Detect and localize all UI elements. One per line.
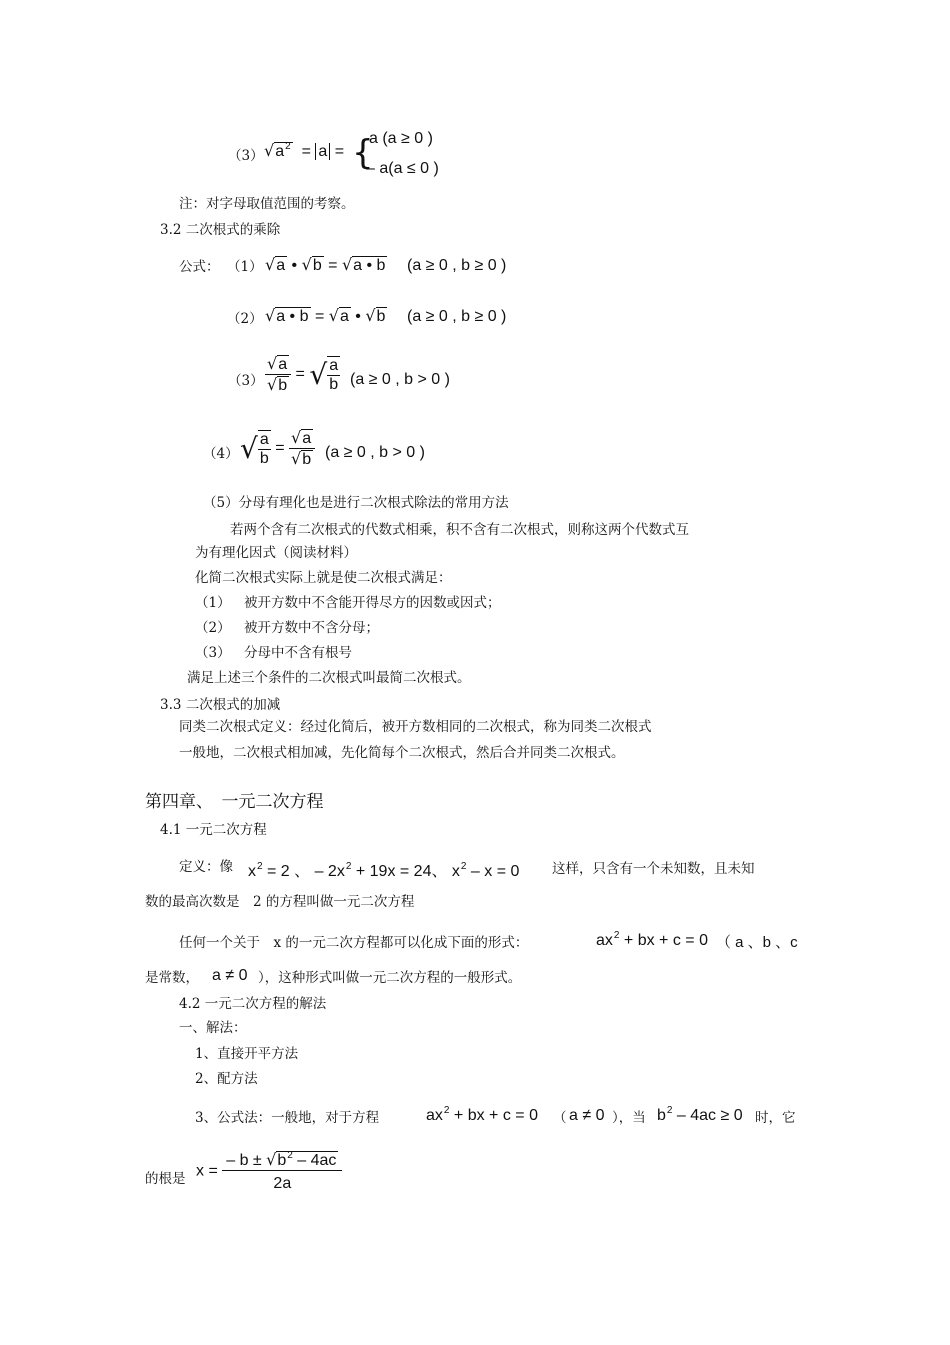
formula-1: √a • √b = √a • b: [265, 255, 386, 274]
nonzero-condition: a ≠ 0: [569, 1107, 605, 1124]
condition-1-label: （1）: [195, 595, 231, 611]
paragraph-line: 数的最高次数是 2 的方程叫做一元二次方程: [145, 894, 415, 910]
case-brace: {: [352, 133, 374, 173]
formula-label: 公式：: [179, 259, 220, 275]
paragraph-line: 任何一个关于 x 的一元二次方程都可以化成下面的形式：: [179, 935, 529, 951]
quadratic-formula: x = $\frac{- b \pm √b^2 - 4ac}{2a}$: [196, 1150, 342, 1193]
section-heading: 3.3 二次根式的加减: [160, 697, 281, 713]
paragraph-line: （ a 、b 、c: [716, 934, 798, 951]
formula-3-label: （3）: [228, 373, 264, 389]
formula-3: $\frac{√a}{√b}$ = √ $\frac{a}{b}$: [267, 354, 339, 394]
nonzero-condition: a ≠ 0: [212, 967, 248, 984]
method-2: 2、配方法: [195, 1071, 258, 1087]
abs-value-formula: $√a^2 = a$ =: [264, 141, 345, 160]
case-positive: a (a ≥ 0 ): [369, 130, 433, 147]
condition-3: 分母中不含有根号: [244, 645, 352, 661]
case-negative: – a(a ≤ 0 ): [366, 160, 439, 177]
paragraph-line: ），当: [612, 1110, 646, 1126]
discriminant-condition: $b^2 - 4ac \ge 0$: [657, 1105, 743, 1124]
condition-3-label: （3）: [195, 645, 231, 661]
example-equations: $x^2 = 2$ 、 – $2x^2 + 19x = 24$、 $x^2 - x = 0$: [248, 861, 520, 880]
item-5: （5）分母有理化也是进行二次根式除法的常用方法: [203, 495, 509, 511]
formula-4-label: （4）: [203, 446, 239, 462]
definition-label: 定义：像: [179, 859, 233, 875]
roots-label: 的根是: [145, 1171, 186, 1187]
note: 注：对字母取值范围的考察。: [179, 196, 355, 212]
formula-2-label: （2）: [227, 311, 263, 327]
section-heading: 4.2 一元二次方程的解法: [179, 996, 327, 1012]
paragraph-line: 若两个含有二次根式的代数式相乘，积不含有二次根式，则称这两个代数式互: [230, 522, 689, 538]
general-form-equation: $ax^2$ + bx + c = 0: [596, 930, 708, 949]
section-heading: 4.1 一元二次方程: [160, 822, 267, 838]
method-1: 1、直接开平方法: [195, 1046, 299, 1062]
formula-1-label: （1）: [227, 259, 263, 275]
methods-label: 一、解法：: [179, 1020, 247, 1036]
paragraph-line: 一般地，二次根式相加减，先化简每个二次根式，然后合并同类二次根式。: [179, 745, 625, 761]
quadratic-equation: $ax^2$ + bx + c = 0: [426, 1105, 538, 1124]
formula-4: √ $\frac{a}{b}$ = $\frac{√a}{√b}$: [240, 428, 315, 469]
paragraph-line: 同类二次根式定义：经过化简后，被开方数相同的二次根式，称为同类二次根式: [179, 719, 652, 735]
paragraph-line: 时，它: [755, 1110, 796, 1126]
condition-2-label: （2）: [195, 620, 231, 636]
formula-3-condition: (a ≥ 0 , b > 0 ): [350, 371, 450, 388]
formula-4-condition: (a ≥ 0 , b > 0 ): [325, 444, 425, 461]
condition-1: 被开方数中不含能开得尽方的因数或因式；: [244, 595, 501, 611]
section-heading: 3.2 二次根式的乘除: [160, 222, 281, 238]
item-label: （3）: [228, 148, 264, 164]
formula-2: √a • b = √a • √b: [265, 306, 386, 325]
paragraph-line: 这样，只含有一个未知数，且未知: [552, 861, 755, 877]
paragraph-line: 为有理化因式（阅读材料）: [195, 545, 357, 561]
paragraph-line: （: [553, 1110, 567, 1126]
method-3: 3、公式法：一般地，对于方程: [195, 1110, 380, 1126]
chapter-title: 第四章、 一元二次方程: [145, 792, 324, 812]
paragraph-line: ），这种形式叫做一元二次方程的一般形式。: [258, 970, 522, 986]
paragraph-line: 化简二次根式实际上就是使二次根式满足：: [195, 570, 452, 586]
condition-2: 被开方数中不含分母；: [244, 620, 379, 636]
paragraph-line: 是常数，: [145, 970, 199, 986]
conclusion: 满足上述三个条件的二次根式叫最简二次根式。: [187, 670, 471, 686]
formula-1-condition: (a ≥ 0 , b ≥ 0 ): [407, 257, 507, 274]
formula-2-condition: (a ≥ 0 , b ≥ 0 ): [407, 308, 507, 325]
